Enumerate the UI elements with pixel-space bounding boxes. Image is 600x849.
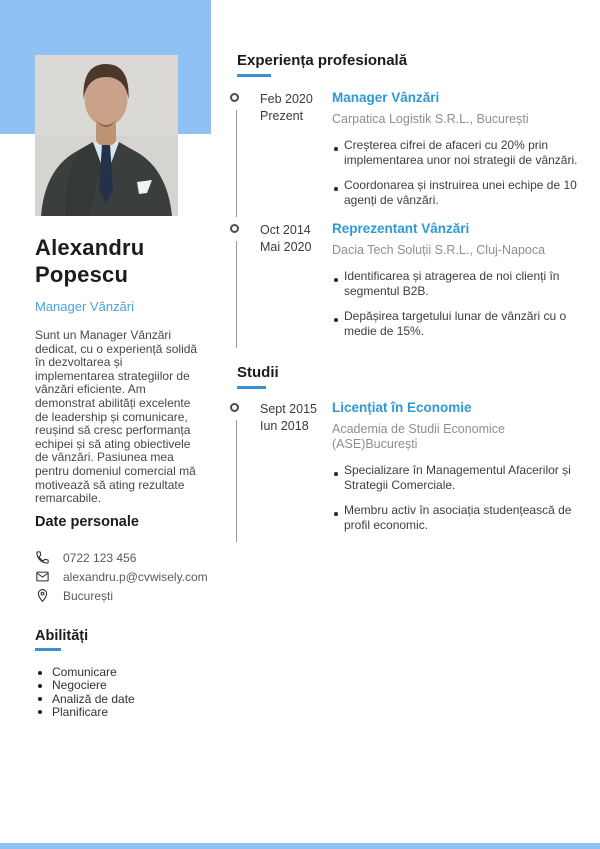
education-heading (237, 364, 591, 389)
skill-item: Negociere (35, 679, 203, 692)
profile-summary: Sunt un Manager Vânzări dedicat, cu o experiență solidă în dezvoltarea și implementarea strategiilor de vânzări eficiente. Am demonstrat abilități excelente de leadership și comunicare, reușind să cresc performanța echipei și să ating obiectivele de vânzări. Pasiunea mea pentru domeniul comercial mă motivează să ating rezultate remarcabile. (35, 328, 198, 506)
timeline-dot (230, 93, 239, 102)
date-start: Feb 2020 (260, 92, 313, 106)
date-end: Iun 2018 (260, 419, 309, 433)
job-bullet-list (332, 269, 584, 338)
education-heading-underline (237, 386, 266, 389)
location-pin-icon (35, 588, 50, 603)
skill-item: Planificare (35, 706, 203, 719)
experience-entry (230, 221, 584, 338)
profile-photo (35, 55, 178, 216)
job-bullet: Coordonarea și instruirea unei echipe de 10 agenți de vânzări. (332, 178, 584, 207)
company-name: Dacia Tech Soluții S.R.L., Cluj-Napoca (332, 243, 546, 257)
job-title: Manager Vânzări (332, 90, 440, 105)
footer-accent-bar (0, 843, 600, 849)
institution-name: Academia de Studii Economice (ASE)București (332, 422, 506, 451)
experience-heading-underline (237, 74, 271, 77)
job-bullet: Depășirea targetului lunar de vânzări cu o medie de 15%. (332, 309, 584, 338)
location-text: București (63, 588, 114, 603)
contact-row-email (35, 567, 208, 586)
education-bullet: Membru activ în asociația studențească de profil economic. (332, 503, 584, 532)
entry-dates (260, 400, 320, 532)
timeline-line (236, 110, 238, 217)
skill-item: Comunicare (35, 666, 203, 679)
date-end: Mai 2020 (260, 240, 312, 254)
timeline-line (236, 420, 238, 542)
skills-list (35, 666, 203, 719)
contact-row-location (35, 586, 203, 605)
job-title: Reprezentant Vânzări (332, 221, 470, 236)
skills-heading-underline (35, 648, 61, 651)
entry-content (332, 90, 584, 207)
timeline-dot (230, 224, 239, 233)
job-bullet: Identificarea și atragerea de noi clienți în segmentul B2B. (332, 269, 584, 298)
timeline-dot (230, 403, 239, 412)
skills-heading-label: Abilități (35, 628, 89, 644)
company-name: Carpatica Logistik S.R.L., București (332, 112, 529, 126)
entry-dates (260, 90, 320, 207)
education-bullet: Specializare în Managementul Afacerilor și Strategii Comerciale. (332, 463, 584, 492)
email-address: alexandru.p@cvwisely.com (63, 569, 208, 584)
education-bullet-list (332, 463, 584, 532)
timeline (230, 400, 246, 532)
entry-content (332, 400, 584, 532)
entry-dates (260, 221, 320, 338)
portrait-illustration (35, 55, 178, 216)
date-start: Sept 2015 (260, 402, 317, 416)
education-heading-label: Studii (237, 364, 279, 381)
date-start: Oct 2014 (260, 223, 311, 237)
mail-icon (35, 569, 50, 584)
experience-entry (230, 90, 584, 207)
degree-title: Licențiat în Economie (332, 400, 472, 415)
date-end: Prezent (260, 109, 304, 123)
candidate-name: Alexandru Popescu (35, 235, 145, 287)
experience-heading-label: Experiența profesională (237, 52, 408, 69)
job-bullet: Creșterea cifrei de afaceri cu 20% prin implementarea unor noi strategii de vânzări. (332, 138, 584, 167)
skills-heading (35, 628, 203, 651)
contact-list (35, 548, 208, 605)
timeline-line (236, 241, 238, 348)
candidate-role: Manager Vânzări (35, 299, 134, 314)
experience-heading (237, 52, 591, 77)
phone-icon (35, 550, 50, 565)
timeline (230, 90, 246, 207)
job-bullet-list (332, 138, 584, 207)
timeline (230, 221, 246, 338)
phone-number: 0722 123 456 (63, 550, 137, 565)
education-entry (230, 400, 584, 532)
skill-item: Analiză de date (35, 693, 203, 706)
personal-data-heading: Date personale (35, 514, 139, 530)
entry-content (332, 221, 584, 338)
contact-row-phone (35, 548, 203, 567)
